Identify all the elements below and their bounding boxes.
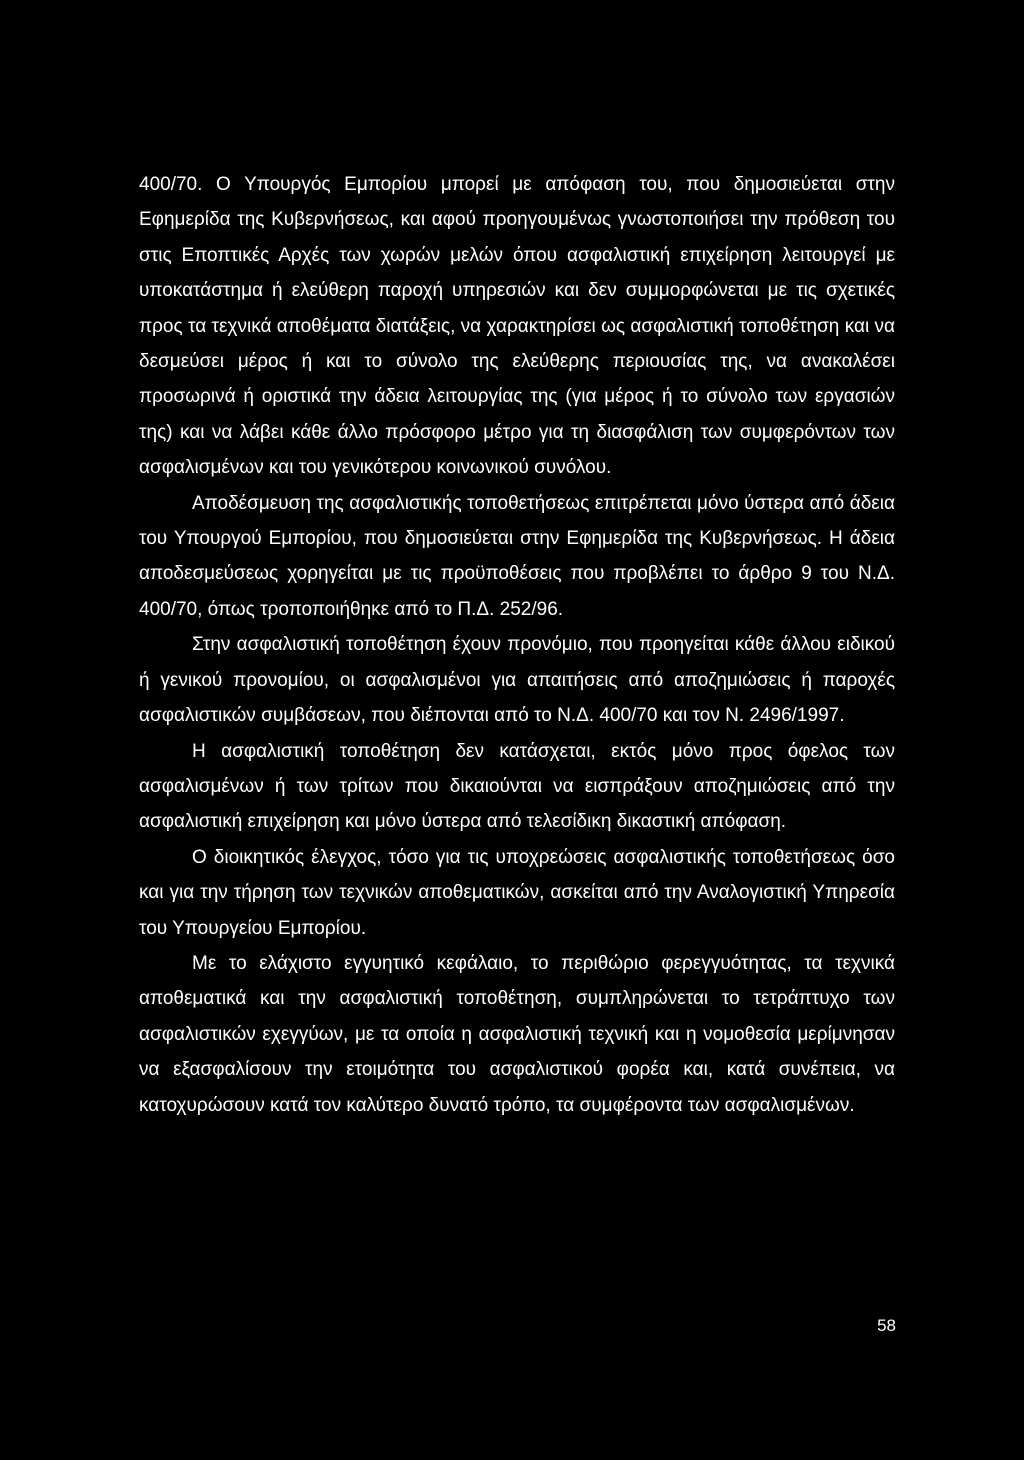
paragraph-4: Η ασφαλιστική τοποθέτηση δεν κατάσχεται, εκτός μόνο προς όφελος των ασφαλισμένων ή των τρίτων που δικαιούνται να εισπράξουν αποζημιώσεις από την ασφαλιστική επιχείρηση και μόνο ύστερα από τελεσίδικη δικαστική απόφαση. bbox=[139, 740, 895, 833]
page-number: 58 bbox=[877, 1316, 896, 1335]
document-body bbox=[139, 167, 895, 1123]
paragraph-5: Ο διοικητικός έλεγχος, τόσο για τις υποχρεώσεις ασφαλιστικής τοποθετήσεως όσο και για την τήρηση των τεχνικών αποθεματικών, ασκείται από την Αναλογιστική Υπηρεσία του Υπουργείου Εμπορίου. bbox=[139, 846, 895, 939]
paragraph-2: Αποδέσμευση της ασφαλιστικής τοποθετήσεως επιτρέπεται μόνο ύστερα από άδεια του Υπουργού Εμπορίου, που δημοσιεύεται στην Εφημερίδα της Κυβερνήσεως. Η άδεια αποδεσμεύσεως χορηγείται με τις προϋποθέσεις που προβλέπει το άρθρο 9 του Ν.Δ. 400/70, όπως τροποποιήθηκε από το Π.Δ. 252/96. bbox=[139, 492, 895, 620]
paragraph-6: Με το ελάχιστο εγγυητικό κεφάλαιο, το περιθώριο φερεγγυότητας, τα τεχνικά αποθεματικά και την ασφαλιστική τοποθέτηση, συμπληρώνεται το τετράπτυχο των ασφαλιστικών εχεγγύων, με τα οποία η ασφαλιστική τεχνική και η νομοθεσία μερίμνησαν να εξασφαλίσουν την ετοιμότητα του ασφαλιστικού φορέα και, κατά συνέπεια, να κατοχυρώσουν κατά τον καλύτερο δυνατό τρόπο, τα συμφέροντα των ασφαλισμένων. bbox=[139, 952, 895, 1116]
paragraph-3: Στην ασφαλιστική τοποθέτηση έχουν προνόμιο, που προηγείται κάθε άλλου ειδικού ή γενικού προνομίου, οι ασφαλισμένοι για απαιτήσεις από αποζημιώσεις ή παροχές ασφαλιστικών συμβάσεων, που διέπονται από το Ν.Δ. 400/70 και τον Ν. 2496/1997. bbox=[139, 634, 895, 727]
paragraph-1: 400/70. Ο Υπουργός Εμπορίου μπορεί με απόφαση του, που δημοσιεύεται στην Εφημερίδα της Κυβερνήσεως, και αφού προηγουμένως γνωστοποιήσει την πρόθεση του στις Εποπτικές Αρχές των χωρών μελών όπου ασφαλιστική επιχείρηση λειτουργεί με υποκατάστημα ή ελεύθερη παροχή υπηρεσιών και δεν συμμορφώνεται με τις σχετικές προς τα τεχνικά αποθέματα διατάξεις, να χαρακτηρίσει ως ασφαλιστική τοποθέτηση και να δεσμεύσει μέρος ή και το σύνολο της ελεύθερης περιουσίας της, να ανακαλέσει προσωρινά ή οριστικά την άδεια λειτουργίας της (για μέρος ή το σύνολο των εργασιών της) και να λάβει κάθε άλλο πρόσφορο μέτρο για τη διασφάλιση των συμφερόντων των ασφαλισμένων και του γενικότερου κοινωνικού συνόλου. bbox=[139, 174, 895, 479]
